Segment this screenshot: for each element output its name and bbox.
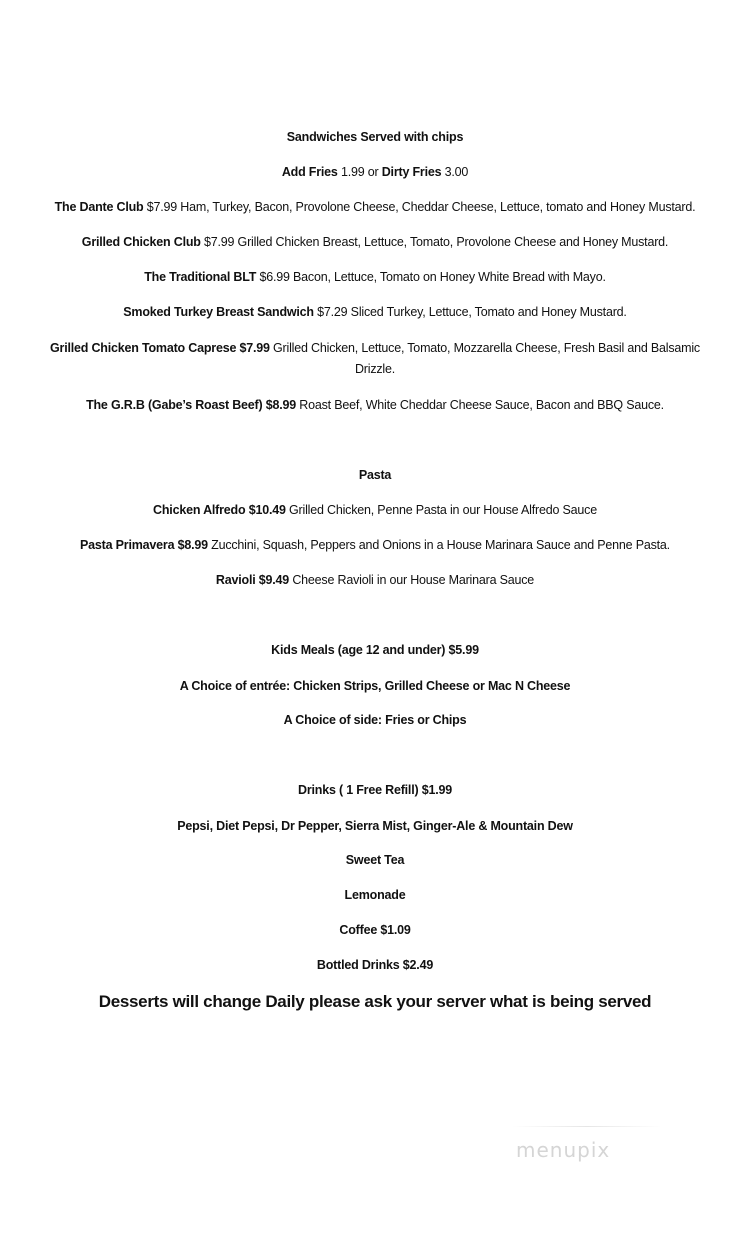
menu-item: [45, 338, 705, 380]
item-description: $7.99 Grilled Chicken Breast, Lettuce, Tomato, Provolone Cheese and Honey Mustard.: [200, 235, 669, 249]
add-fries-label: Add Fries: [281, 165, 338, 179]
pasta-heading: Pasta: [358, 468, 392, 482]
kids-side-choice: A Choice of side: Fries or Chips: [283, 713, 467, 727]
menu-item: [0, 500, 750, 520]
item-description: Grilled Chicken, Lettuce, Tomato, Mozzarella Cheese, Fresh Basil and Balsamic Drizzle.: [269, 341, 700, 376]
menu-item: [0, 267, 750, 287]
sandwiches-heading: Sandwiches Served with chips: [286, 130, 464, 144]
kids-entree-choice: A Choice of entrée: Chicken Strips, Grilled Cheese or Mac N Cheese: [179, 679, 571, 693]
fries-addon-line: [0, 162, 750, 182]
drink-line: Bottled Drinks $2.49: [316, 958, 434, 972]
drinks-heading: Drinks ( 1 Free Refill) $1.99: [298, 783, 452, 797]
menu-item: [0, 395, 750, 415]
item-name: Grilled Chicken Tomato Caprese $7.99: [50, 341, 270, 355]
menupix-watermark: menupix: [516, 1138, 611, 1162]
item-name: The Dante Club: [54, 200, 144, 214]
item-name: Pasta Primavera $8.99: [80, 538, 208, 552]
drink-line: Sweet Tea: [345, 853, 405, 867]
item-description: $7.29 Sliced Turkey, Lettuce, Tomato and Honey Mustard.: [313, 305, 627, 319]
drink-line: Coffee $1.09: [339, 923, 411, 937]
item-name: Chicken Alfredo $10.49: [153, 503, 286, 517]
item-description: Cheese Ravioli in our House Marinara Sauce: [289, 573, 535, 587]
item-name: Ravioli $9.49: [215, 573, 290, 587]
menu-item: [0, 197, 750, 217]
item-name: The G.R.B (Gabe’s Roast Beef) $8.99: [86, 398, 297, 412]
watermark-rule: [512, 1126, 662, 1127]
drink-line: Lemonade: [344, 888, 406, 902]
menu-item: [0, 232, 750, 252]
item-description: Roast Beef, White Cheddar Cheese Sauce, Bacon and BBQ Sauce.: [296, 398, 664, 412]
dirty-fries-price: 3.00: [441, 165, 469, 179]
menu-item: [0, 535, 750, 555]
item-description: Zucchini, Squash, Peppers and Onions in a House Marinara Sauce and Penne Pasta.: [207, 538, 670, 552]
desserts-note: Desserts will change Daily please ask your server what is being served: [98, 992, 652, 1011]
item-name: Smoked Turkey Breast Sandwich: [123, 305, 314, 319]
add-fries-price: 1.99 or: [337, 165, 382, 179]
menu-item: [0, 302, 750, 322]
item-name: Grilled Chicken Club: [81, 235, 201, 249]
kids-heading: Kids Meals (age 12 and under) $5.99: [271, 643, 479, 657]
item-description: Grilled Chicken, Penne Pasta in our House Alfredo Sauce: [285, 503, 597, 517]
dirty-fries-label: Dirty Fries: [381, 165, 442, 179]
drink-line: Pepsi, Diet Pepsi, Dr Pepper, Sierra Mist, Ginger-Ale & Mountain Dew: [177, 819, 573, 833]
item-name: The Traditional BLT: [144, 270, 257, 284]
menu-item: [0, 570, 750, 590]
item-description: $6.99 Bacon, Lettuce, Tomato on Honey White Bread with Mayo.: [256, 270, 606, 284]
item-description: $7.99 Ham, Turkey, Bacon, Provolone Cheese, Cheddar Cheese, Lettuce, tomato and Honey Mustard.: [143, 200, 696, 214]
